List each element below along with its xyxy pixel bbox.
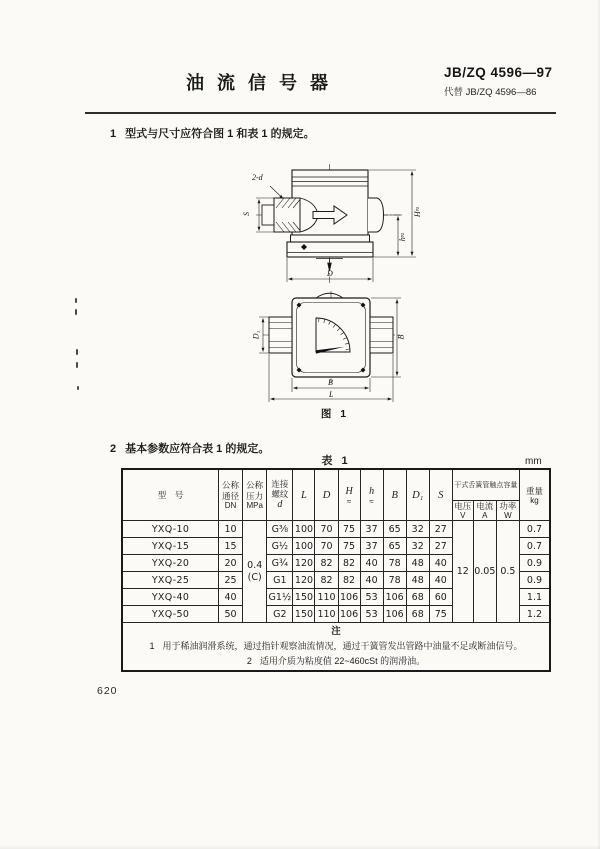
cell-dn: 25 <box>219 572 243 589</box>
table-notes <box>122 623 550 672</box>
cell-dn: 10 <box>219 521 243 538</box>
flange <box>291 235 370 242</box>
label-B-side: B <box>396 334 406 340</box>
col-header-model: 型 号 <box>122 469 219 521</box>
cell-h: 37 <box>360 538 383 555</box>
text: h <box>369 485 375 497</box>
cell-voltage: 12 <box>452 521 473 623</box>
text: 重量 <box>525 485 543 496</box>
outlet-boss <box>368 198 384 232</box>
col-header-weight <box>519 469 550 521</box>
scan-artifact <box>75 298 77 303</box>
cell-D1: 48 <box>406 555 429 572</box>
cell-S: 60 <box>429 589 452 606</box>
cell-model: YXQ-25 <box>122 572 219 589</box>
inlet-tube <box>262 205 274 225</box>
cell-S: 40 <box>429 555 452 572</box>
cell-B: 78 <box>383 555 406 572</box>
col-header-thread <box>267 469 293 521</box>
cell-weight: 0.7 <box>519 521 550 538</box>
clause-2-text: 基本参数应符合表 1 的规定。 <box>125 443 270 455</box>
label-D1: D₁ <box>251 330 261 340</box>
cell-L: 120 <box>293 572 315 589</box>
page-title: 油流信号器 <box>186 73 341 93</box>
side-view <box>256 164 416 283</box>
label-L: L <box>329 390 334 399</box>
text: ≈ <box>346 496 352 506</box>
cell-B: 106 <box>383 606 406 623</box>
text: 功率 <box>499 501 517 511</box>
cell-D1: 68 <box>406 589 429 606</box>
col-header-D: D <box>315 469 338 521</box>
cell-thread: G⅜ <box>267 521 293 538</box>
cell-D1: 32 <box>406 538 429 555</box>
col-header-current <box>473 501 496 521</box>
oil-flow-signal-drawing <box>230 150 440 425</box>
cell-S: 40 <box>429 572 452 589</box>
label-D: D <box>327 269 333 278</box>
cell-S: 75 <box>429 606 452 623</box>
col-header-contact-capacity: 干式舌簧管触点容量 <box>452 469 519 501</box>
cell-D: 82 <box>315 572 338 589</box>
cell-D1: 68 <box>406 606 429 623</box>
note-1-number: 1 <box>149 641 155 652</box>
text: W <box>504 511 512 521</box>
cell-D: 110 <box>315 589 338 606</box>
text: 0.4 <box>247 559 263 571</box>
cell-D1: 48 <box>406 572 429 589</box>
clause-1 <box>110 125 315 141</box>
cell-S: 27 <box>429 538 452 555</box>
inlet-nut <box>274 198 300 232</box>
cell-H: 106 <box>338 589 360 606</box>
col-header-voltage <box>452 501 473 521</box>
cell-h: 37 <box>360 521 383 538</box>
cell-dn: 20 <box>219 555 243 572</box>
cell-B: 106 <box>383 589 406 606</box>
cell-h: 53 <box>360 606 383 623</box>
base-band <box>287 242 373 257</box>
col-header-h <box>360 469 383 521</box>
note-2-text: 适用介质为粘度值 22~460cSt 的润滑油。 <box>259 656 426 667</box>
cell-H: 75 <box>338 538 360 555</box>
cell-h: 40 <box>360 555 383 572</box>
text: 公称 <box>222 480 240 491</box>
note-2-number: 2 <box>246 656 252 667</box>
col-header-power <box>496 501 519 521</box>
body-outline <box>292 170 368 235</box>
cell-model: YXQ-40 <box>122 589 219 606</box>
label-h: h≈ <box>398 232 408 242</box>
cell-h: 40 <box>360 572 383 589</box>
clause-1-number: 1 <box>110 128 117 140</box>
cell-dn: 50 <box>219 606 243 623</box>
page-number: 620 <box>97 685 118 697</box>
text: A <box>482 511 488 521</box>
note-1 <box>123 639 549 654</box>
spec-table <box>121 468 551 672</box>
col-header-S: S <box>429 469 452 521</box>
cell-model: YXQ-50 <box>122 606 219 623</box>
scan-artifact <box>77 386 79 390</box>
scan-artifact <box>75 309 77 315</box>
col-header-H <box>338 469 360 521</box>
cell-weight: 1.1 <box>519 589 550 606</box>
cell-D: 110 <box>315 606 338 623</box>
table-row <box>122 521 550 538</box>
cell-thread: G¾ <box>267 555 293 572</box>
cell-L: 150 <box>293 589 315 606</box>
figure-caption: 图 1 <box>320 408 350 420</box>
cell-B: 65 <box>383 538 406 555</box>
cell-S: 27 <box>429 521 452 538</box>
col-header-D1: D₁ <box>406 469 429 521</box>
cell-pressure <box>243 521 267 623</box>
cell-h: 53 <box>360 589 383 606</box>
housing-outline <box>292 298 370 377</box>
text: 连接 <box>271 479 289 490</box>
cell-model: YXQ-15 <box>122 538 219 555</box>
label-H: H≈ <box>413 206 423 218</box>
superseded-standard: 代替 JB/ZQ 4596—86 <box>444 87 537 98</box>
col-header-pn <box>243 469 267 521</box>
cell-current: 0.05 <box>473 521 496 623</box>
standard-number: JB/ZQ 4596—97 <box>444 65 553 80</box>
cell-weight: 0.9 <box>519 555 550 572</box>
cell-L: 150 <box>293 606 315 623</box>
notes-title: 注 <box>331 625 341 637</box>
cell-D: 82 <box>315 555 338 572</box>
text: DN <box>224 500 237 510</box>
cell-D: 70 <box>315 538 338 555</box>
text: H <box>345 485 353 497</box>
text: 电压 <box>454 501 472 511</box>
figure-1 <box>230 150 440 425</box>
cell-thread: G2 <box>267 606 293 623</box>
cell-B: 78 <box>383 572 406 589</box>
col-header-dn <box>219 469 243 521</box>
text: ≈ <box>369 496 374 506</box>
text: d <box>277 499 283 511</box>
cell-model: YXQ-20 <box>122 555 219 572</box>
clause-1-text: 型式与尺寸应符合图 1 和表 1 的规定。 <box>125 128 315 140</box>
cell-thread: G½ <box>267 538 293 555</box>
text: V <box>460 511 466 521</box>
header-rule <box>85 112 556 114</box>
cell-dn: 15 <box>219 538 243 555</box>
cell-L: 100 <box>293 538 315 555</box>
text: 压力 <box>246 490 264 501</box>
notes-row <box>122 623 550 672</box>
cell-dn: 40 <box>219 589 243 606</box>
cell-L: 120 <box>293 555 315 572</box>
thread-leader <box>270 186 283 199</box>
scan-artifact <box>76 362 78 368</box>
text: 电流 <box>476 501 494 511</box>
cell-B: 65 <box>383 521 406 538</box>
label-S: S <box>242 212 251 216</box>
label-thread-callout: 2-d <box>252 173 263 182</box>
label-B-bottom: B <box>328 378 333 387</box>
text: 螺纹 <box>271 489 289 500</box>
cell-L: 100 <box>293 521 315 538</box>
scan-edge-bottom <box>0 845 600 849</box>
col-header-B: B <box>383 469 406 521</box>
cell-H: 75 <box>338 521 360 538</box>
top-dome <box>316 293 343 298</box>
cell-D: 70 <box>315 521 338 538</box>
scan-artifact <box>76 349 78 355</box>
cell-model: YXQ-10 <box>122 521 219 538</box>
text: kg <box>530 495 539 505</box>
cell-H: 82 <box>338 555 360 572</box>
cell-thread: G1½ <box>267 589 293 606</box>
cell-H: 82 <box>338 572 360 589</box>
clause-2-number: 2 <box>110 443 117 455</box>
table-unit: mm <box>525 456 542 467</box>
note-1-text: 用于稀油润滑系统，通过指针观察油流情况，通过干簧管发出管路中油量不足或断油信号。 <box>162 641 523 652</box>
cell-D1: 32 <box>406 521 429 538</box>
col-header-L: L <box>293 469 315 521</box>
text: 公称 <box>246 480 264 491</box>
note-2 <box>123 654 549 669</box>
text: (C) <box>247 571 262 583</box>
cell-power: 0.5 <box>496 521 519 623</box>
text: MPa <box>246 500 263 510</box>
table-caption: 表 1 <box>321 455 351 467</box>
text: 通径 <box>222 490 240 501</box>
cell-weight: 0.9 <box>519 572 550 589</box>
cell-H: 106 <box>338 606 360 623</box>
cell-weight: 1.2 <box>519 606 550 623</box>
cell-thread: G1 <box>267 572 293 589</box>
cell-weight: 0.7 <box>519 538 550 555</box>
